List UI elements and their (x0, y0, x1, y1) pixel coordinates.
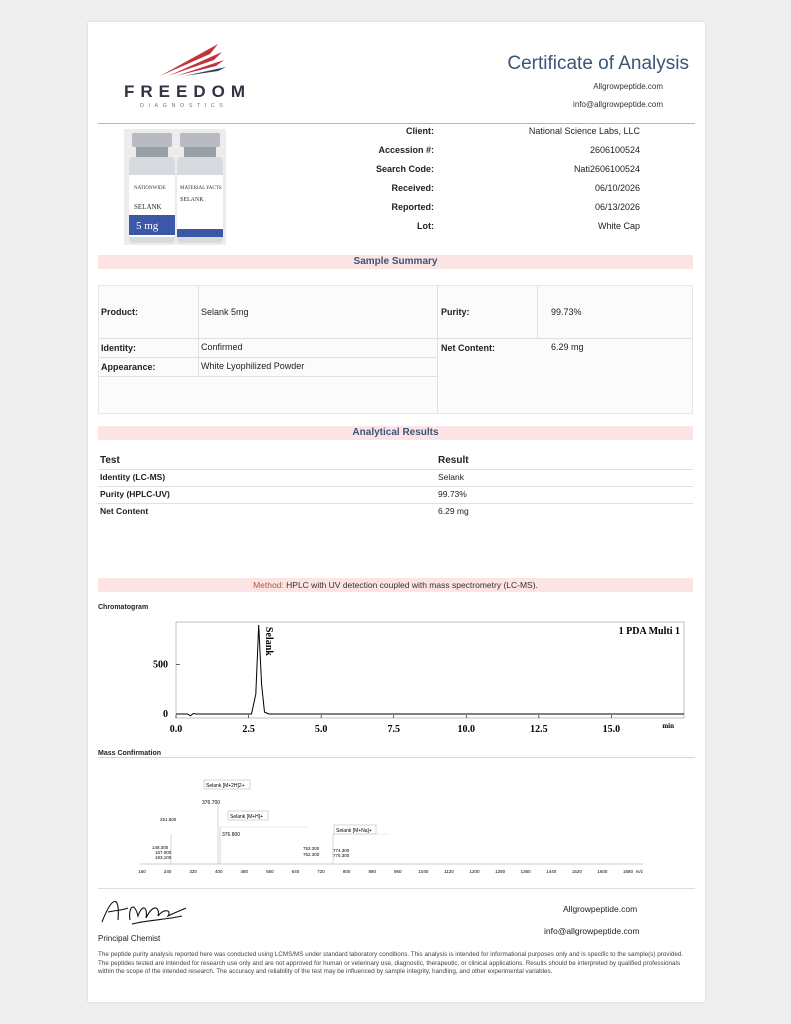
ms-side-value: 753.300 (303, 846, 320, 851)
ms-x-tick-label: 1280 (495, 869, 506, 874)
footer-email: info@allgrowpeptide.com (544, 926, 640, 936)
test-column-header: Test (100, 455, 120, 466)
brand-name: FREEDOM (124, 82, 251, 101)
x-tick-label: 0.0 (169, 724, 183, 735)
ms-x-tick-label: 960 (394, 869, 402, 874)
client-info-label: Accession #: (378, 145, 434, 155)
method-band (98, 578, 693, 592)
ms-x-tick-label: 400 (214, 869, 223, 874)
chemist-signature (98, 890, 188, 930)
method-text: HPLC with UV detection coupled with mass spectrometry (LC-MS). (283, 580, 538, 590)
client-info-value: National Science Labs, LLC (528, 126, 640, 136)
chromatogram-title: Chromatogram (98, 604, 149, 611)
divider (98, 888, 695, 889)
chromatogram-legend: 1 PDA Multi 1 (618, 626, 680, 637)
sample-summary-header: Sample Summary (98, 255, 693, 269)
product-vial-photo (124, 129, 226, 245)
ms-x-tick-label: 1680 (622, 869, 634, 874)
result-test-name: Identity (LC-MS) (100, 472, 166, 482)
ms-annotation-m2h: Selank [M+2H]2+ (206, 783, 245, 789)
chemist-role: Principal Chemist (98, 934, 161, 943)
ms-x-tick-label: 1360 (520, 869, 531, 874)
ms-annotation-mh: Selank [M+H]+ (230, 814, 264, 820)
ms-x-tick-label: 560 (266, 869, 274, 874)
ms-x-tick-label: 240 (163, 869, 172, 874)
disclaimer-text: The peptide purity analysis reported here was conducted using LCMS/MS under standard laboratory conditions. This analysis is intended for informational purposes only and is specific to the sample(s) provided. The peptides tested are intended for research use only and are not approved for human or veterinary use, diagnostic, therapeutic, or clinical applications. Results should be interpreted by qualified professionals within the scope of the intended research. The accuracy and reliability of the test may be influenced by sample integrity, handling, and other experimental variables. (98, 951, 684, 975)
appearance-label: Appearance: (101, 362, 156, 372)
identity-label: Identity: (101, 343, 136, 353)
client-info-label: Search Code: (375, 164, 434, 174)
x-tick-label: 15.0 (602, 724, 621, 735)
mass-confirmation-title: Mass Confirmation (98, 750, 162, 757)
product-label: Product: (101, 307, 138, 317)
ms-x-tick-label: 1600 (597, 869, 608, 874)
result-test-name: Net Content (100, 506, 149, 516)
footer-website: Allgrowpeptide.com (563, 904, 638, 914)
mass-spectrum-chart (138, 774, 648, 878)
x-tick-label: 7.5 (387, 724, 400, 735)
chromatogram-chart (128, 614, 688, 742)
identity-value: Confirmed (201, 342, 243, 352)
client-info-value: 06/13/2026 (594, 202, 640, 212)
result-value: 6.29 mg (438, 506, 469, 516)
client-info-value: 2606100524 (589, 145, 640, 155)
analytical-results-header: Analytical Results (98, 426, 693, 440)
header-email: info@allgrowpeptide.com (573, 100, 663, 109)
ms-x-tick-label: 1520 (571, 869, 582, 874)
client-info-label: Client: (406, 126, 434, 136)
y-tick-label: 500 (153, 659, 168, 671)
appearance-value: White Lyophilized Powder (201, 361, 305, 371)
product-value: Selank 5mg (201, 307, 249, 317)
header-website: Allgrowpeptide.com (593, 82, 663, 91)
x-unit-label: min (662, 722, 674, 730)
certificate-page (88, 22, 705, 1002)
ms-side-value: 251.600 (160, 817, 177, 822)
ms-x-tick-label: 1040 (418, 869, 429, 874)
vial-left-brand: NATIONWIDE (134, 186, 166, 191)
ms-x-tick-label: 480 (240, 869, 249, 874)
purity-label: Purity: (441, 307, 470, 317)
net-content-value: 6.29 mg (551, 342, 584, 352)
table-row-divider (98, 469, 693, 470)
table-row-divider (98, 486, 693, 487)
logo-wings-icon (158, 42, 228, 78)
net-content-label: Net Content: (441, 343, 495, 353)
ms-x-unit: m/z (635, 869, 643, 874)
ms-side-value: 752.300 (303, 852, 320, 857)
ms-x-tick-label: 640 (291, 869, 300, 874)
ms-x-tick-label: 800 (342, 869, 351, 874)
sample-summary-table (98, 285, 693, 414)
peak-label-selank: Selank (263, 626, 275, 656)
vial-right-brand: MATERIAL FACTS (180, 186, 222, 191)
brand-subtitle: DIAGNOSTICS (140, 103, 228, 109)
ms-annotation-mna: Selank [M+Na]+ (336, 828, 372, 834)
divider (98, 123, 695, 124)
vial-right-name: SELANK (180, 197, 204, 203)
ms-x-tick-label: 880 (368, 869, 376, 874)
ms-x-tick-label: 160 (138, 869, 146, 874)
y-tick-label: 0 (163, 709, 168, 721)
client-info-label: Reported: (391, 202, 434, 212)
client-info-label: Lot: (417, 221, 434, 231)
ms-side-value: 167.000 (155, 850, 172, 855)
divider (98, 757, 695, 758)
vial-left-name: SELANK (134, 203, 162, 211)
ms-x-tick-label: 1200 (469, 869, 480, 874)
document-title: Certificate of Analysis (507, 53, 689, 74)
result-test-name: Purity (HPLC-UV) (100, 489, 170, 499)
x-tick-label: 5.0 (314, 724, 328, 735)
ms-x-tick-label: 1440 (546, 869, 557, 874)
ms-x-tick-label: 1120 (444, 869, 454, 874)
ms-side-value: 183.100 (155, 855, 172, 860)
ms-side-value: 775.300 (333, 853, 350, 858)
ms-side-value: 148.300 (152, 845, 169, 850)
vial-left-dose: 5 mg (136, 220, 159, 232)
ms-value-m2h: 376.700 (202, 800, 221, 806)
client-info-label: Received: (391, 183, 434, 193)
ms-side-value: 774.300 (333, 848, 350, 853)
client-info-value: Nati2606100524 (573, 164, 640, 174)
purity-value: 99.73% (551, 307, 582, 317)
result-value: 99.73% (438, 489, 467, 499)
client-info-value: White Cap (597, 221, 640, 231)
ms-value-mh: 376.800 (222, 832, 241, 838)
ms-x-tick-label: 320 (189, 869, 197, 874)
table-row-divider (98, 503, 693, 504)
client-info-value: 06/10/2026 (594, 183, 640, 193)
result-column-header: Result (438, 455, 469, 466)
x-tick-label: 12.5 (530, 724, 548, 735)
ms-x-tick-label: 720 (317, 869, 325, 874)
result-value: Selank (438, 472, 464, 482)
method-key: Method: (253, 580, 284, 590)
x-tick-label: 10.0 (457, 724, 476, 735)
x-tick-label: 2.5 (242, 724, 255, 735)
